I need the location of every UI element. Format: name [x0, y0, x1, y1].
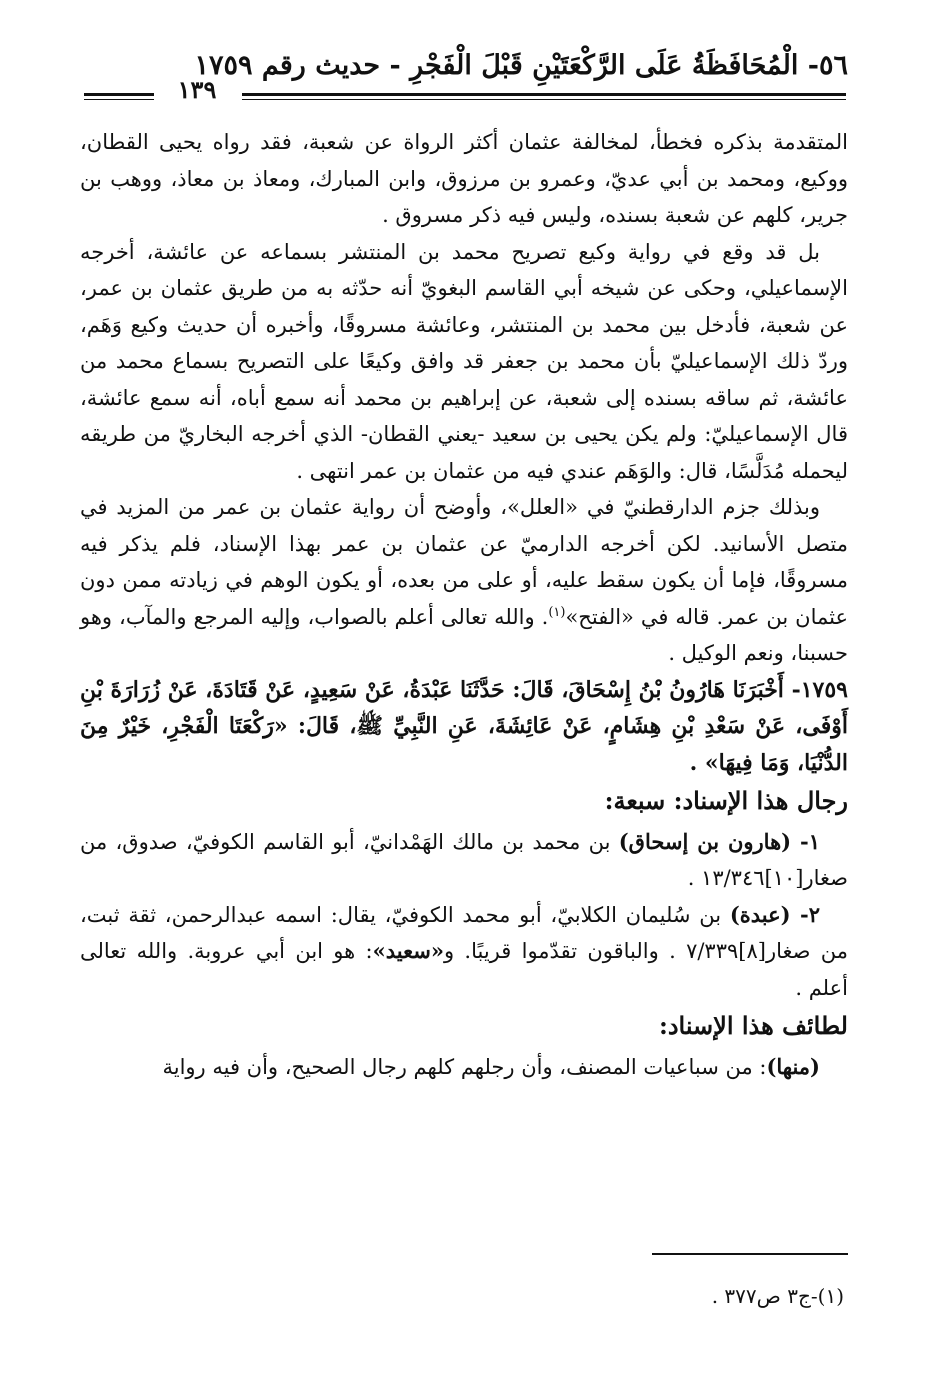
subtleties-heading: لطائف هذا الإسناد:: [658, 1011, 848, 1040]
narrator-2-bio: بن سُليمان الكلابيّ، أبو محمد الكوفيّ، يقال: اسمه عبدالرحمن، ثقة ثبت، من صغار[٨]٧/٣٣٩ . والباقون تقدّموا قريبًا. و: [80, 902, 849, 963]
narrator-said: «سعيد»: [372, 938, 444, 963]
hadith-text: ١٧٥٩- أَخْبَرَنَا هَارُونُ بْنُ إِسْحَاقَ، قَالَ: حَدَّثَنَا عَبْدَةُ، عَنْ سَعِيدٍ، عَنْ قَتَادَةَ، عَنْ زُرَارَةَ بْنِ أَوْفَى، عَنْ سَعْدِ بْنِ هِشَامٍ، عَنْ عَائِشَةَ، عَنِ النَّبِيِّ ﷺ، قَالَ: «رَكْعَتَا الْفَجْرِ، خَيْرٌ مِنَ الدُّنْيَا، وَمَا فِيهَا» .: [80, 676, 848, 776]
narrator-2-bio-end: : هو ابن أبي عروبة. والله تعالى أعلم .: [80, 939, 848, 1000]
header-rule-thin: [242, 99, 846, 100]
paragraph-2: بل قد وقع في رواية وكيع تصريح محمد بن المنتشر بسماعه عن عائشة، أخرجه الإسماعيلي، وحكى عن شيخه أبي القاسم البغويّ أنه حدّثه به من طريق عثمان بن عمر، عن شعبة، فأدخل بين محمد بن المنتشر، وعائشة مسروقًا، وأخبره أن حديث وكيع وَهَم، وردّ ذلك الإسماعيليّ بأن محمد بن جعفر قد وافق وكيعًا على التصريح بسماع محمد من عائشة، ثم ساقه بسنده إلى شعبة، عن إبراهيم بن محمد أنه سمع أباه، أنه سمع عائشة، قال الإسماعيليّ: ولم يكن يحيى بن سعيد -يعني القطان- الذي أخرجه البخاريّ من طريقه ليحمله مُدَلَّسًا، قال: والوَهَم عندي فيه من عثمان بن عمر انتهى .: [80, 239, 848, 483]
paragraph-1: المتقدمة بذكره فخطأ، لمخالفة عثمان أكثر الرواة عن شعبة، فقد رواه يحيى القطان، ووكيع، ومحمد بن أبي عديّ، وعمرو بن مرزوق، وابن المبارك، ومعاذ بن معاذ، ووهب بن جرير، كلهم عن شعبة بسنده، وليس فيه ذكر مسروق .: [80, 130, 848, 227]
narrator-2-number: ٢-: [790, 901, 820, 927]
narrators-heading: رجال هذا الإسناد: سبعة:: [604, 786, 848, 815]
subtlety-1-label: (منها): [766, 1053, 820, 1079]
narrator-1-bio: بن محمد بن مالك الهَمْدانيّ، أبو القاسم الكوفيّ، صدوق، من صغار[١٠]١٣/٣٤٦ .: [80, 829, 848, 890]
paragraph-3-text: وبذلك جزم الدارقطنيّ في «العلل»، وأوضح أن رواية عثمان بن عمر من المزيد في متصل الأسانيد. لكن أخرجه الدارميّ عن عثمان بن عمر بهذا الإسناد، فلم يذكر فيه مسروقًا، فإما أن يكون سقط عليه، أو على من بعده، أو يكون الوهم في زيادته ممن دون عثمان بن عمر. قاله في «الفتح»: [80, 495, 848, 629]
narrator-2-name: (عبدة): [729, 901, 791, 927]
footnote-rule: [652, 1253, 848, 1255]
subtlety-1: [80, 1049, 848, 1086]
narrator-1-name: (هارون بن إسحاق): [618, 828, 792, 854]
page-number-rule: [84, 93, 154, 96]
footnote-marker[interactable]: (١): [548, 604, 566, 620]
chapter-title: ٥٦- الْمُحَافَظَةُ عَلَى الرَّكْعَتَيْنِ قَبْلَ الْفَجْرِ - حديث رقم ١٧٥٩: [194, 50, 848, 81]
narrator-1: [80, 824, 848, 897]
header-rule: [242, 93, 846, 96]
paragraph-3-end: . والله تعالى أعلم بالصواب، وإليه المرجع والمآب، وهو حسبنا، ونعم الوكيل .: [80, 604, 848, 665]
page-number: ١٣٩: [177, 75, 217, 104]
page-number-rule-thin: [84, 99, 154, 100]
paragraph-3: [80, 489, 848, 672]
narrator-1-number: ١-: [791, 828, 820, 854]
narrator-2: [80, 897, 848, 1007]
main-text: [80, 124, 848, 1085]
subtlety-1-text: : من سباعيات المصنف، وأن رجلهم كلهم رجال الصحيح، وأن فيه رواية: [162, 1054, 767, 1079]
footnote: (١)-ج٣ ص٣٧٧ .: [711, 1284, 844, 1308]
